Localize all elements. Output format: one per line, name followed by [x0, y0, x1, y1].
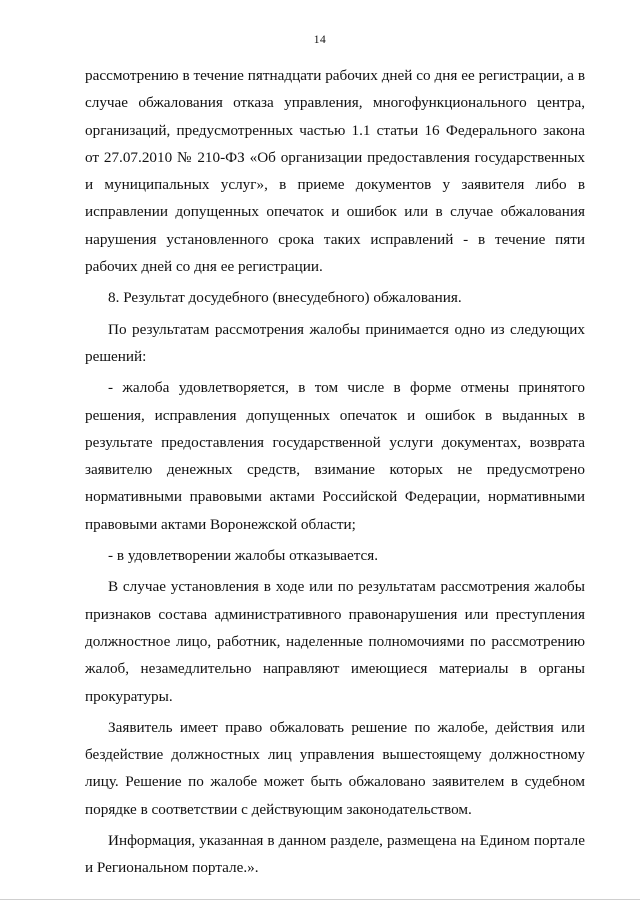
paragraph-complaint-satisfied: - жалоба удовлетворяется, в том числе в форме отмены принятого решения, исправления допущенных опечаток и ошибок в выданных в результате предоставления государственной услуги документах, возврата заявителю денежных средств, взимание которых не предусмотрено нормативными правовыми актами Российской Федерации, нормативными правовыми актами Воронежской области; [85, 379, 585, 533]
bottom-divider [0, 899, 640, 900]
paragraph-portal-information: Информация, указанная в данном разделе, размещена на Едином портале и Региональном портале.». [85, 832, 585, 877]
document-body [85, 62, 585, 882]
paragraph-complaint-rejected: - в удовлетворении жалобы отказывается. [108, 547, 379, 565]
paragraph-appeal-deadline: рассмотрению в течение пятнадцати рабочих дней со дня ее регистрации, а в случае обжалования отказа управления, многофункционального центра, организаций, предусмотренных частью 1.1 статьи 16 Федерального закона от 27.07.2010 № 210-ФЗ «Об организации предоставления государственных и муниципальных услуг», в приеме документов у заявителя либо в исправлении допущенных опечаток и ошибок или в случае обжалования нарушения установленного срока таких исправлений - в течение пяти рабочих дней со дня ее регистрации. [85, 67, 585, 276]
paragraph-violation-referral: В случае установления в ходе или по результатам рассмотрения жалобы признаков состава административного правонарушения или преступления должностное лицо, работник, наделенные полномочиями по рассмотрению жалоб, незамедлительно направляют имеющиеся материалы в органы прокуратуры. [85, 578, 585, 705]
page-number: 14 [313, 34, 327, 46]
paragraph-section-8-heading: 8. Результат досудебного (внесудебного) обжалования. [108, 289, 462, 307]
paragraph-decision-intro: По результатам рассмотрения жалобы принимается одно из следующих решений: [85, 320, 585, 365]
paragraph-right-to-appeal: Заявитель имеет право обжаловать решение по жалобе, действия или бездействие должностных лиц управления вышестоящему должностному лицу. Решение по жалобе может быть обжаловано заявителем в судебном порядке в соответствии с действующим законодательством. [85, 718, 585, 818]
